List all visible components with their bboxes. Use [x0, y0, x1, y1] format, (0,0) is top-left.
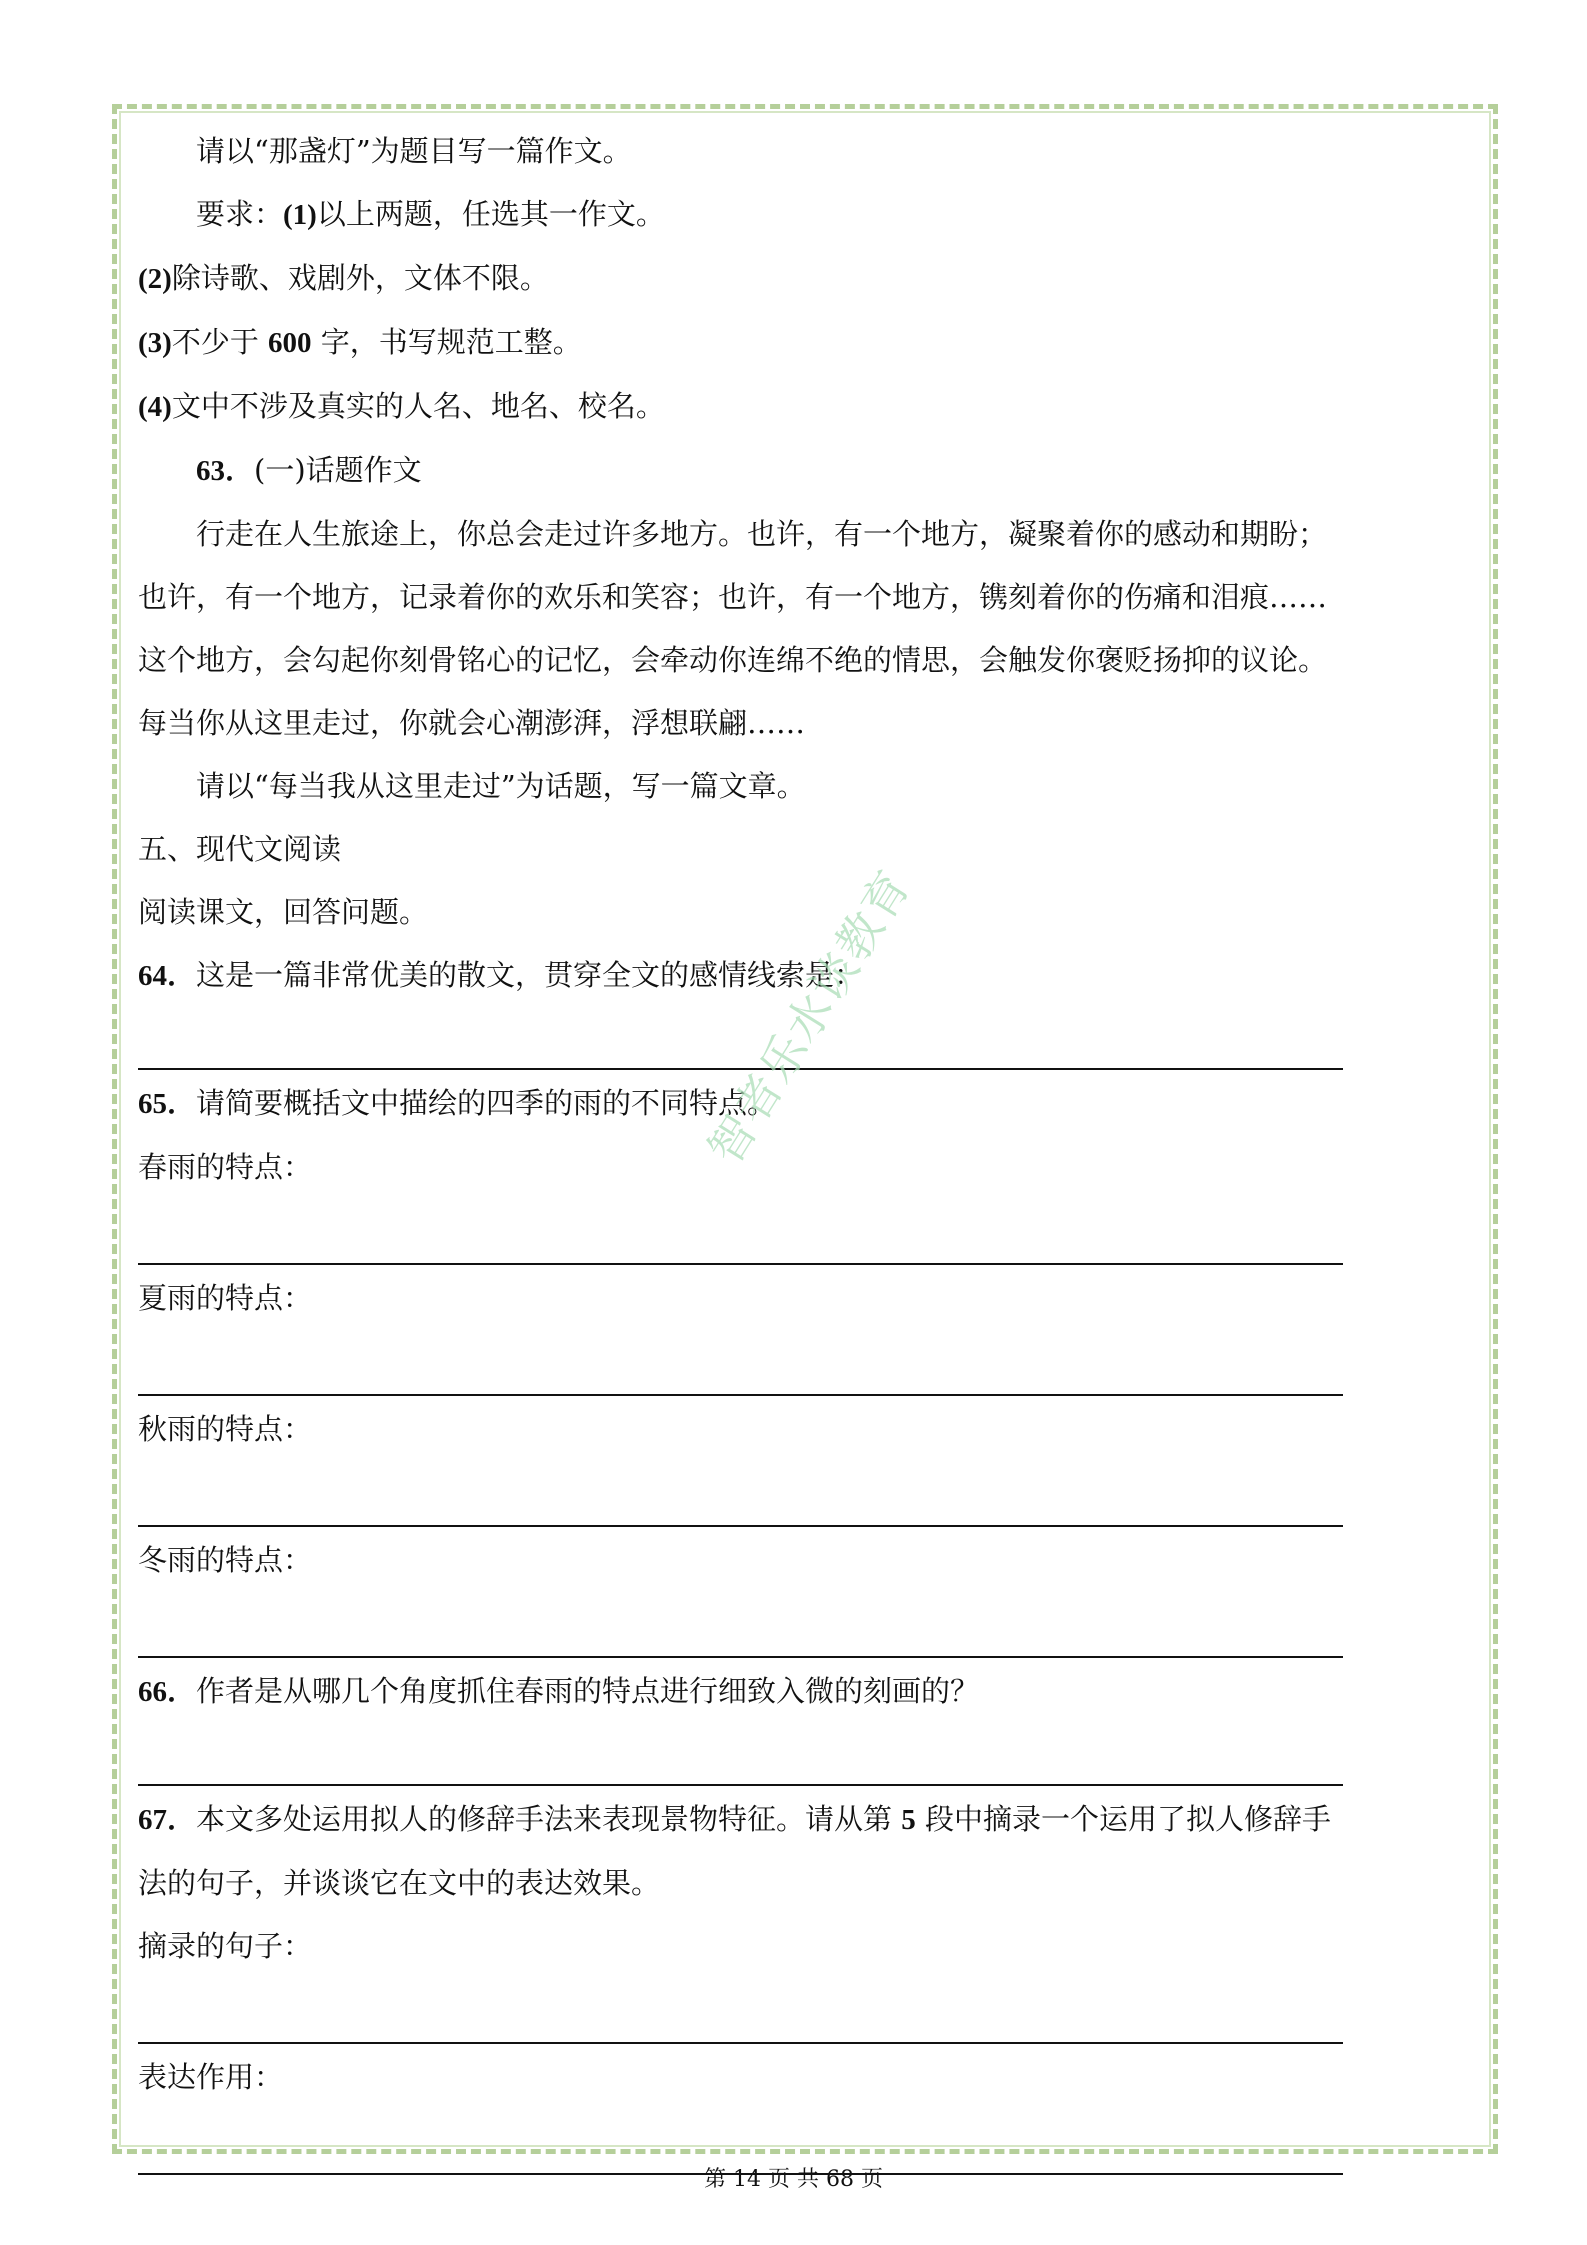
answer-line[interactable] — [138, 1199, 1343, 1265]
requirement-4 — [138, 375, 1468, 439]
watermark-text: 智者乐水谈教育 — [697, 859, 922, 1174]
document-body — [138, 120, 1468, 2177]
question-67 — [138, 1788, 1468, 1852]
requirement-text: 不少于 — [171, 325, 269, 359]
requirement-prefix: 要求： — [196, 197, 284, 231]
requirement-number: (3) — [138, 327, 172, 359]
spring-rain-label: 春雨的特点： — [138, 1150, 313, 1184]
requirement-text: 文中不涉及真实的人名、地名、校名。 — [171, 389, 665, 423]
requirement-1 — [138, 183, 1468, 247]
section-instruction: 阅读课文，回答问题。 — [138, 895, 429, 929]
answer-line[interactable] — [138, 1978, 1343, 2044]
question-number: 63． — [196, 455, 255, 487]
topic-paragraph-line: 行走在人生旅途上，你总会走过许多地方。也许，有一个地方，凝聚着你的感动和期盼； — [196, 517, 1328, 551]
question-text: 这是一篇非常优美的散文，贯穿全文的感情线索是： — [196, 958, 864, 992]
question-number: 64． — [138, 960, 197, 992]
excerpt-label: 摘录的句子： — [138, 1929, 313, 1963]
answer-line[interactable] — [138, 1461, 1343, 1527]
answer-line[interactable] — [138, 1592, 1343, 1658]
requirement-number: (2) — [138, 263, 172, 295]
requirement-number: (4) — [138, 391, 172, 423]
question-number: 65． — [138, 1088, 197, 1120]
answer-line[interactable] — [138, 1724, 1343, 1786]
requirement-3 — [138, 311, 1468, 375]
requirement-text: 除诗歌、戏剧外，文体不限。 — [171, 261, 549, 295]
question-number: 66． — [138, 1676, 197, 1708]
autumn-rain-label: 秋雨的特点： — [138, 1412, 313, 1446]
topic-paragraph-line: 这个地方，会勾起你刻骨铭心的记忆，会牵动你连绵不绝的情思，会触发你褒贬扬抑的议论。 — [138, 643, 1328, 677]
question-text: 本文多处运用拟人的修辞手法来表现景物特征。请从第 — [196, 1802, 902, 1836]
question-text: 请简要概括文中描绘的四季的雨的不同特点。 — [196, 1086, 777, 1120]
question-66 — [138, 1660, 1468, 1724]
word-count: 600 — [268, 327, 312, 359]
requirement-number: (1) — [283, 199, 317, 231]
topic-paragraph-line: 也许，有一个地方，记录着你的欢乐和笑容；也许，有一个地方，镌刻着你的伤痛和泪痕…… — [138, 580, 1328, 614]
question-text: (一)话题作文 — [254, 453, 422, 487]
question-63 — [138, 439, 1468, 503]
topic-prompt-line: 请以“每当我从这里走过”为话题，写一篇文章。 — [196, 769, 806, 803]
effect-label: 表达作用： — [138, 2060, 284, 2094]
winter-rain-label: 冬雨的特点： — [138, 1543, 313, 1577]
question-text: 作者是从哪几个角度抓住春雨的特点进行细致入微的刻画的？ — [196, 1674, 980, 1708]
page-footer: 第 14 页 共 68 页 — [704, 2167, 883, 2192]
essay-prompt-line: 请以“那盏灯”为题目写一篇作文。 — [196, 134, 632, 168]
paragraph-number: 5 — [901, 1804, 916, 1836]
requirement-2 — [138, 247, 1468, 311]
question-text: 段中摘录一个运用了拟人修辞手 — [915, 1802, 1331, 1836]
topic-paragraph-line: 每当你从这里走过，你就会心潮澎湃，浮想联翩…… — [138, 706, 806, 740]
requirement-text: 以上两题，任选其一作文。 — [316, 197, 665, 231]
question-67-continued: 法的句子，并谈谈它在文中的表达效果。 — [138, 1866, 661, 1900]
section-heading: 五、现代文阅读 — [138, 832, 342, 866]
requirement-text: 字，书写规范工整。 — [311, 325, 582, 359]
summer-rain-label: 夏雨的特点： — [138, 1281, 313, 1315]
answer-line[interactable] — [138, 1330, 1343, 1396]
question-number: 67． — [138, 1804, 197, 1836]
